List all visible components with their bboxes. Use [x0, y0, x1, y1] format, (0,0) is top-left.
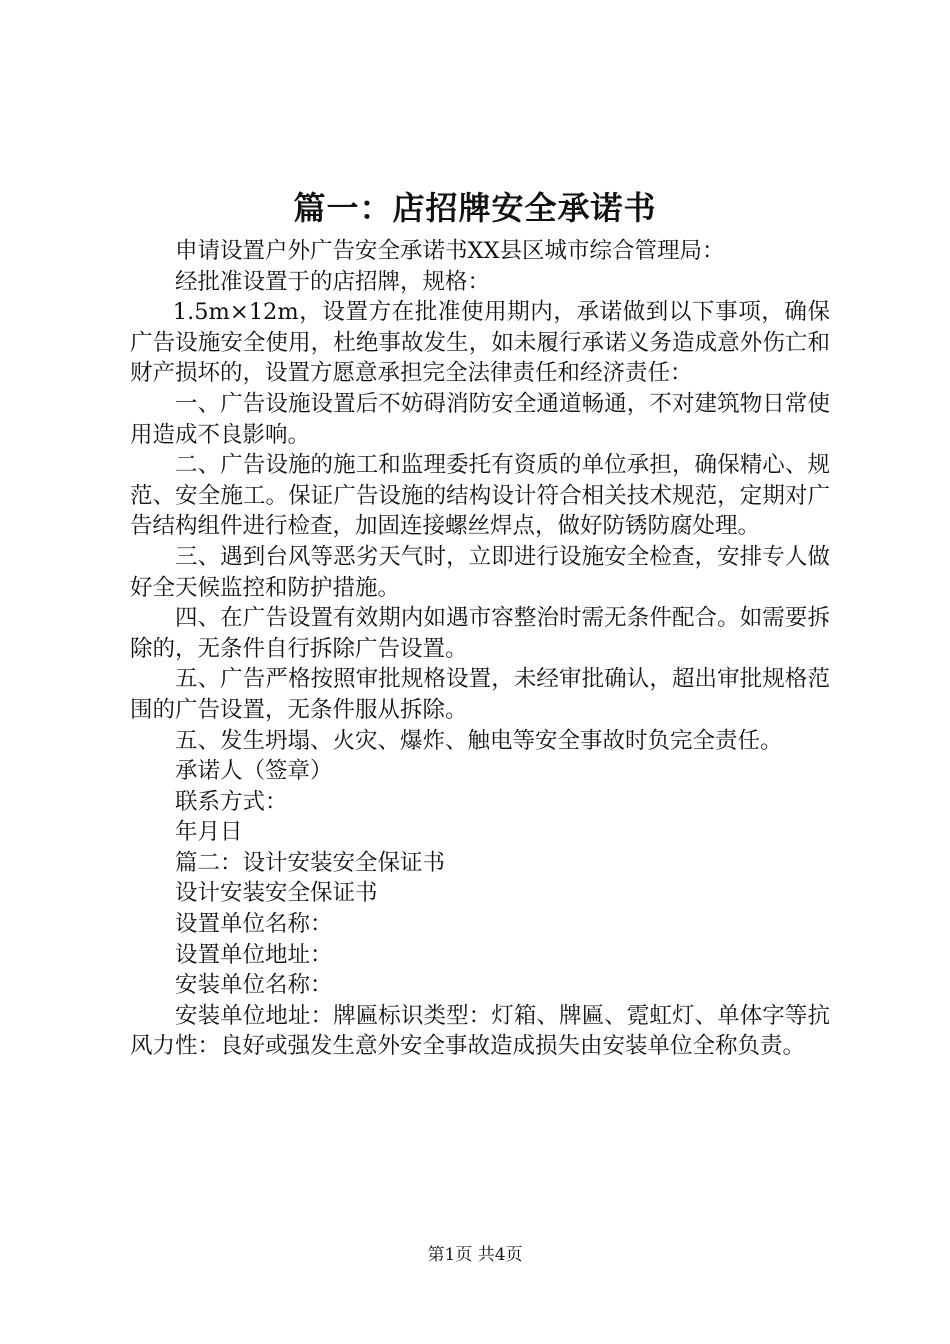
date-line: 年月日 [175, 819, 243, 846]
paragraph: 四、在广告设置有效期内如遇市容整治时需无条件配合。如需要拆除的，无条件自行拆除广告设置。 [130, 605, 830, 662]
signature-line: 承诺人（签章） [175, 758, 333, 785]
paragraph: 1.5m×12m，设置方在批准使用期内，承诺做到以下事项，确保广告设施安全使用，杜绝事故发生，如未履行承诺义务造成意外伤亡和财产损坏的，设置方愿意承担完全法律责任和经济责任： [130, 299, 830, 387]
paragraph: 经批准设置于的店招牌，规格： [175, 268, 491, 295]
contact-line: 联系方式： [175, 788, 288, 815]
page-indicator: 第1页 共4页 [427, 1245, 523, 1265]
paragraph: 二、广告设施的施工和监理委托有资质的单位承担，确保精心、规范、安全施工。保证广告设施的结构设计符合相关技术规范，定期对广告结构组件进行检查，加固连接螺丝焊点，做好防锈防腐处理。 [130, 452, 830, 540]
form-field-line: 设置单位地址： [175, 941, 333, 968]
paragraph: 安装单位地址：牌匾标识类型：灯箱、牌匾、霓虹灯、单体字等抗风力性：良好或强发生意外安全事故造成损失由安装单位全称负责。 [130, 1002, 830, 1060]
paragraph: 五、广告严格按照审批规格设置，未经审批确认，超出审批规格范围的广告设置，无条件服从拆除。 [130, 666, 830, 723]
form-field-line: 设置单位名称： [175, 911, 333, 938]
document-title: 篇一：店招牌安全承诺书 [293, 189, 657, 227]
paragraph: 申请设置户外广告安全承诺书XX县区城市综合管理局： [175, 238, 725, 264]
paragraph: 三、遇到台风等恶劣天气时，立即进行设施安全检查，安排专人做好全天候监控和防护措施。 [130, 543, 830, 601]
paragraph: 一、广告设施设置后不妨碍消防安全通道畅通，不对建筑物日常使用造成不良影响。 [130, 390, 830, 448]
paragraph: 设计安装安全保证书 [175, 880, 378, 907]
section-heading: 篇二：设计安装安全保证书 [175, 849, 446, 876]
form-field-line: 安装单位名称： [175, 972, 333, 999]
document-body [130, 236, 830, 1062]
paragraph: 五、发生坍塌、火灾、爆炸、触电等安全事故时负完全责任。 [175, 727, 783, 754]
